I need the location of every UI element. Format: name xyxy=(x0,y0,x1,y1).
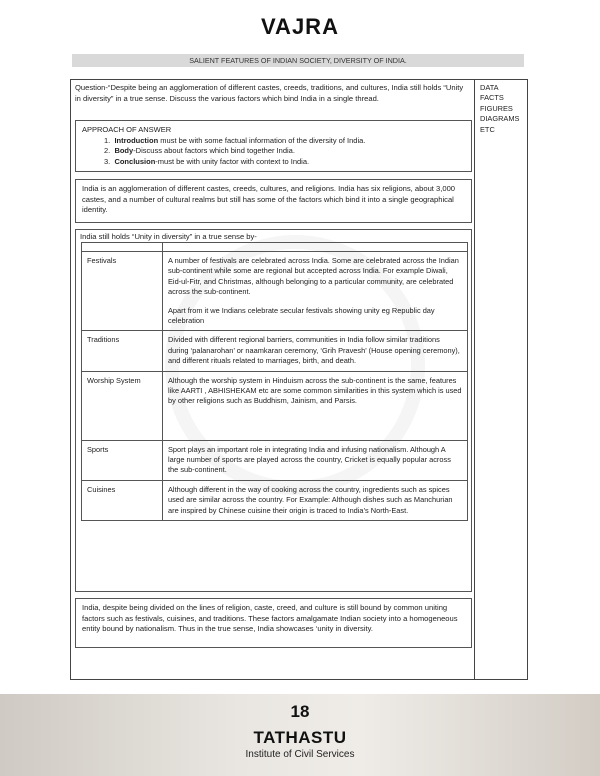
factor-key: Sports xyxy=(82,440,163,480)
brand-tagline: Institute of Civil Services xyxy=(245,749,355,760)
approach-step: 3. Conclusion-must be with unity factor with context to India. xyxy=(104,156,310,166)
factor-key: Festivals xyxy=(82,252,163,331)
sidebar-item: DATA xyxy=(480,83,499,92)
factor-key: Traditions xyxy=(82,331,163,371)
conclusion-box: India, despite being divided on the lines of religion, caste, creed, and culture is still bound by common uniting factors such as festivals, cuisines, and traditions. These factors amalgamate Indian society into a homogeneous entity bound by nationalism. Thus in the true sense, India showcases ‘unity in diversity. xyxy=(75,598,472,648)
section-subtitle: SALIENT FEATURES OF INDIAN SOCIETY, DIVERSITY OF INDIA. xyxy=(72,54,524,67)
introduction-box: India is an agglomeration of different castes, creeds, cultures, and religions. India has six religions, about 3,000 castes, and a number of cultural realms but still has some of the factors which bind it into a single geographical identity. xyxy=(75,179,472,223)
table-row xyxy=(82,252,468,331)
table-row xyxy=(82,480,468,520)
sidebar-item: ETC xyxy=(480,124,495,134)
sidebar-item: FACTS xyxy=(480,93,504,103)
factor-value: Although different in the way of cooking across the country, ingredients such as spices used are similar across the country. For Example: Although dishes such as Manchurian are inspired by Chinese cuisine their origin is traced to India’s North-East. xyxy=(163,480,468,520)
unity-factors-box xyxy=(75,229,472,592)
sidebar-notes xyxy=(480,83,519,135)
factor-value: Sport plays an important role in integrating India and infusing nationalism. Although A large number of sports are played across the country, Cricket is equally popular across the sub-continent. xyxy=(163,440,468,480)
factor-key: Worship System xyxy=(82,371,163,440)
unity-heading: India still holds “Unity in diversity” in a true sense by- xyxy=(80,232,257,241)
factor-key: Cuisines xyxy=(82,480,163,520)
sidebar-item: FIGURES xyxy=(480,103,513,113)
factor-value: A number of festivals are celebrated across India. Some are celebrated across the Indian sub-continent while some are regional but accepted across India. For example Diwali, Eid-ul-Fitr, and Christmas, although belonging to a particular community, are celebrated across the sub-continent. Apart from it we Indians celebrate secular festivals showing unity eg Republic day celebration xyxy=(163,252,468,331)
approach-step: 1. Introduction must be with some factual information of the diversity of India. xyxy=(104,135,366,145)
table-row xyxy=(82,440,468,480)
table-row xyxy=(82,331,468,371)
page-number: 18 xyxy=(290,702,310,721)
factor-value: Divided with different regional barriers, communities in India follow similar traditions during ‘palanarohan’ or naamkaran ceremony, ‘Grih Pravesh’ (House opening ceremony), and different rituals related to marriages, birth, and death. xyxy=(163,331,468,371)
table-row xyxy=(82,371,468,440)
page-title: VAJRA xyxy=(261,14,339,39)
factor-value: Although the worship system in Hinduism across the sub-continent is the same, features like AARTI , ABHISHEKAM etc are some common similarities in this system which is used by other religions such as Buddhism, Jainism, and Parsis. xyxy=(163,371,468,440)
approach-box xyxy=(75,120,472,172)
page-footer xyxy=(0,694,600,776)
column-divider xyxy=(474,79,475,680)
factors-table xyxy=(81,242,468,521)
approach-heading: APPROACH OF ANSWER xyxy=(82,125,172,134)
approach-step: 2. Body-Discuss about factors which bind together India. xyxy=(104,146,295,155)
sidebar-item: DIAGRAMS xyxy=(480,114,520,124)
brand-name: TATHASTU xyxy=(253,728,347,747)
question-text: Question-“Despite being an agglomeration of different castes, creeds, traditions, and cultures, India still holds “Unity in diversity” in a true sense. Discuss the various factors which bind India in a single thread. xyxy=(75,83,464,103)
